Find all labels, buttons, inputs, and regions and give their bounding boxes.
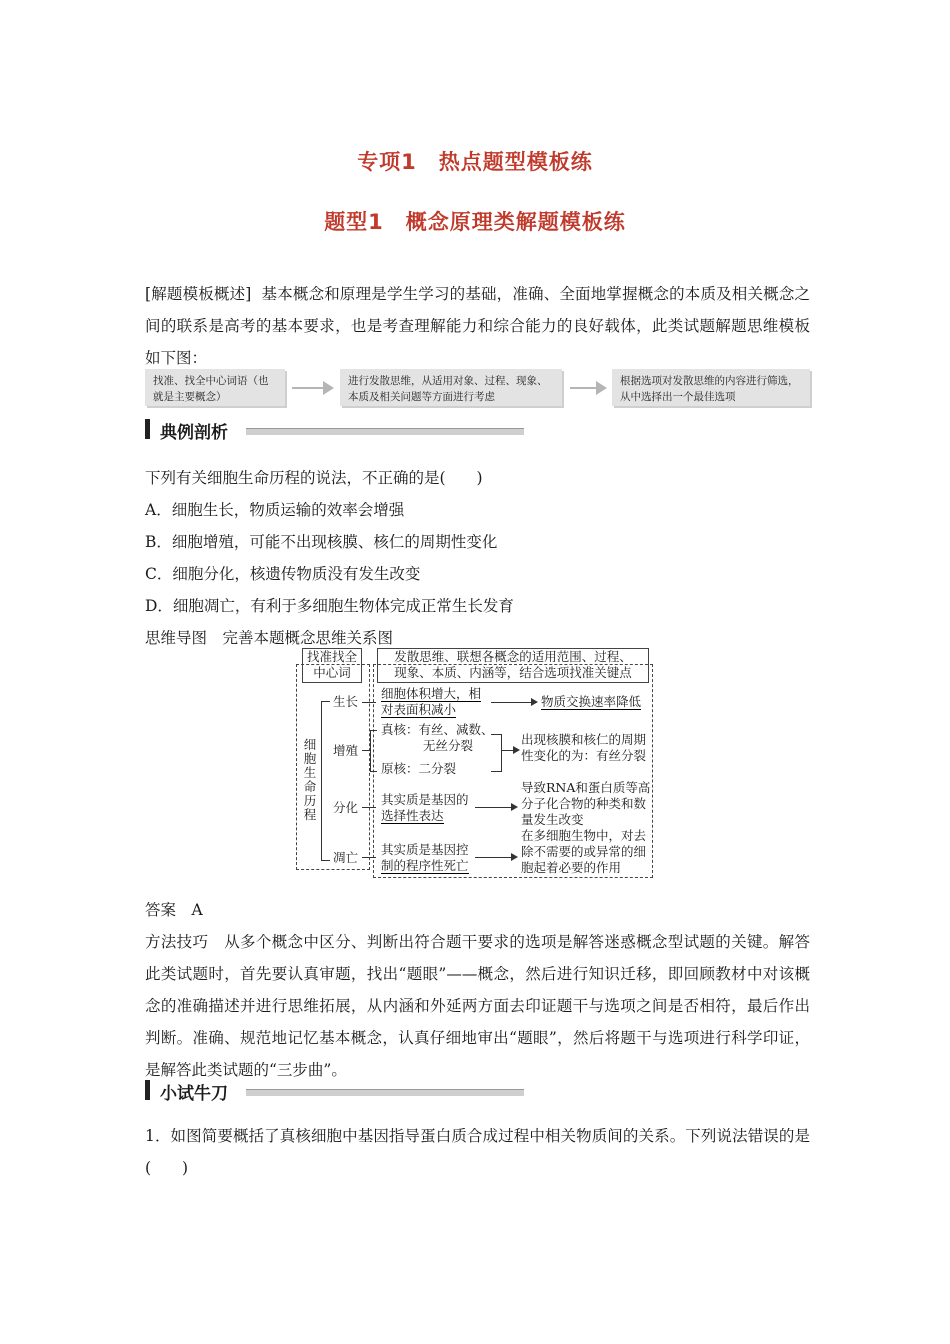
method-text: 从多个概念中区分、判断出符合题干要求的选项是解答迷惑概念型试题的关键。解答此类试题时，首先要认真审题，找出“题眼”——概念，然后进行知识迁移，即回顾教材中对该概念的准确描述并进行思维拓展，从内涵和外延两方面去印证题干与选项之间是否相符，最后作出判断。准确、规范地记忆基本概念，认真仔细地审出“题眼”，然后将题干与选项进行科学印证，是解答此类试题的“三步曲”。 [145,933,810,1079]
intro-label: [解题模板概述] [145,285,252,303]
answer: 答案 A [145,901,203,919]
apop-desc [381,842,469,874]
arrow-line [475,857,511,858]
flow-arrow-1 [292,387,325,389]
flow-step-3: 根据选项对发散思维的内容进行筛选，从中选择出一个最佳选项 [612,369,810,406]
head-right-line2: 现象、本质、内涵等，结合选项找准关键点 [394,665,632,680]
section-marker [145,419,150,439]
diff-result-line3: 量发生改变 [521,812,584,827]
section-heading-practice: 小试牛刀 [160,1084,228,1104]
branch-apoptosis: 凋亡 [333,850,359,865]
prolif-bracket [370,730,377,772]
diff-result [521,780,650,828]
connector [362,750,370,751]
section-rule [246,1089,524,1096]
arrowhead [511,853,518,861]
root-char: 历 [303,793,317,808]
connector [362,702,376,703]
prolif-result-line2: 性变化的为：有丝分裂 [521,748,647,763]
method-paragraph [145,926,810,1086]
root-char: 程 [303,807,317,822]
growth-result [541,694,641,710]
option-c: C．细胞分化，核遗传物质没有发生改变 [145,565,421,583]
flow-arrowhead-1 [323,381,334,395]
method-label: 方法技巧 [145,933,209,951]
diff-result-line2: 分子化合物的种类和数 [521,796,647,811]
option-b: B．细胞增殖，可能不出现核膜、核仁的周期性变化 [145,533,498,551]
question-stem: 下列有关细胞生命历程的说法，不正确的是( ) [145,469,483,487]
prolif-result [521,732,646,764]
flow-arrowhead-2 [596,381,607,395]
mindmap-label: 思维导图 完善本题概念思维关系图 [145,629,394,647]
branch-growth: 生长 [333,694,359,709]
growth-desc-line1: 细胞体积增大，相 [381,686,482,701]
prolif-prokaryote: 原核：二分裂 [381,761,457,776]
option-a: A．细胞生长，物质运输的效率会增强 [145,501,405,519]
diff-desc [381,792,469,824]
connector [362,807,376,808]
growth-result-text: 物质交换速率降低 [541,694,642,709]
intro-text: 基本概念和原理是学生学习的基础，准确、全面地掌握概念的本质及相关概念之间的联系是高考的基本要求，也是考查理解能力和综合能力的良好载体，此类试题解题思维模板如下图： [145,285,810,367]
flow-step-1: 找准、找全中心词语（也就是主要概念） [145,369,285,406]
apop-desc-line1: 其实质是基因控 [381,842,469,857]
root-char: 生 [303,765,317,780]
question-1: 1．如图简要概括了真核细胞中基因指导蛋白质合成过程中相关物质间的关系。下列说法错误的是( ) [145,1127,810,1177]
mindmap-root [303,738,317,822]
growth-desc-line2: 对表面积减小 [381,702,457,717]
arrow-line [501,750,513,751]
head-right-line1: 发散思维、联想各概念的适用范围、过程、 [394,649,632,664]
section-title: 题型1 概念原理类解题模板练 [324,210,626,234]
section-heading-examples: 典例剖析 [160,423,228,443]
apop-result [521,828,646,876]
diff-result-line1: 导致RNA和蛋白质等高 [521,780,651,795]
head-left-line2: 中心词 [313,665,351,680]
apop-desc-line2: 制的程序性死亡 [381,858,469,873]
diff-desc-line1: 其实质是基因的 [381,792,469,807]
section-rule [246,428,524,435]
eukaryote-line1: 真核：有丝、减数、 [381,722,494,737]
prolif-merge-bracket [491,734,502,772]
root-char: 细 [303,737,317,752]
arrowhead [531,698,538,706]
section-marker [145,1080,150,1100]
connector [362,857,376,858]
growth-desc [381,686,481,718]
arrow-line [475,807,511,808]
diff-desc-line2: 选择性表达 [381,808,444,823]
intro-paragraph [145,278,810,374]
page-title: 专项1 热点题型模板练 [357,150,593,174]
prolif-result-line1: 出现核膜和核仁的周期 [521,732,647,747]
flow-step-2: 进行发散思维，从适用对象、过程、现象、本质及相关问题等方面进行考虑 [340,369,562,406]
root-bracket [321,701,330,861]
option-d: D．细胞凋亡，有利于多细胞生物体完成正常生长发育 [145,597,514,615]
flow-arrow-2 [570,387,598,389]
root-char: 胞 [303,751,317,766]
branch-differentiation: 分化 [333,800,359,815]
apop-result-line2: 除不需要的或异常的细 [521,844,647,859]
arrowhead [511,803,518,811]
branch-proliferation: 增殖 [333,743,359,758]
arrow-line [491,702,531,703]
arrowhead [513,746,520,754]
apop-result-line3: 胞起着必要的作用 [521,860,622,875]
root-char: 命 [303,779,317,794]
prolif-eukaryote [381,722,494,754]
head-left-line1: 找准找全 [306,649,357,664]
eukaryote-line2: 无丝分裂 [423,738,474,753]
concept-mindmap [295,646,655,878]
apop-result-line1: 在多细胞生物中，对去 [521,828,647,843]
